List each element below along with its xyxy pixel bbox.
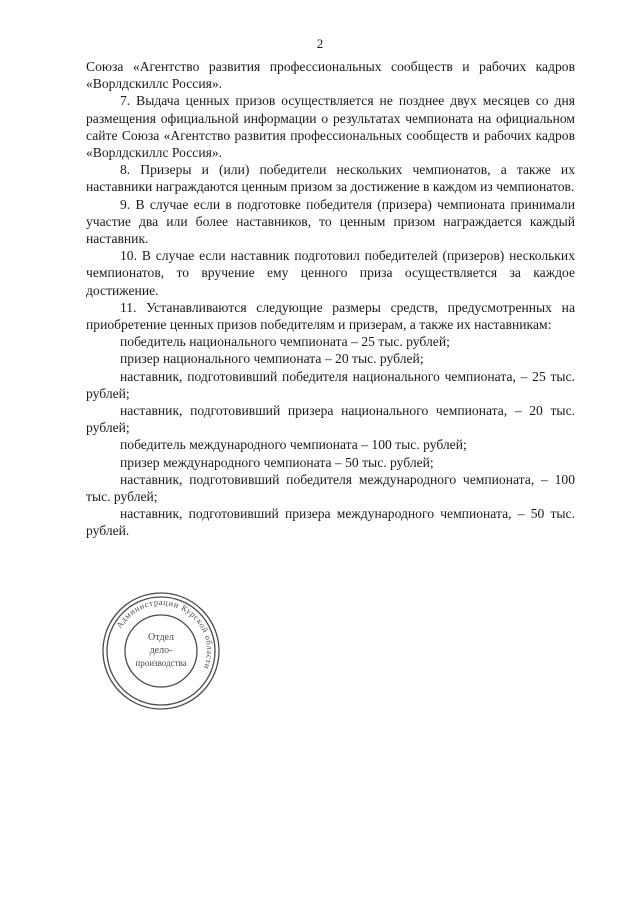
svg-text:Отдел: Отдел bbox=[148, 632, 174, 643]
prize-item-national-winner-mentor: наставник, подготовивший победителя национального чемпионата, – 25 тыс. рублей; bbox=[86, 368, 575, 401]
document-body bbox=[86, 58, 575, 540]
paragraph-10: 10. В случае если наставник подготовил победителей (призеров) нескольких чемпионатов, то вручение ему ценного приза осуществляется за каждое достижение. bbox=[86, 248, 575, 298]
paragraph-9: 9. В случае если в подготовке победителя (призера) чемпионата принимали участие два или более наставников, то ценным призом награждается каждый наставник. bbox=[86, 196, 575, 247]
svg-text:производства: производства bbox=[135, 658, 187, 668]
svg-text:Администрации Курской области: Администрации Курской области bbox=[113, 596, 216, 671]
svg-text:дело-: дело- bbox=[149, 645, 173, 656]
paragraph-7: 7. Выдача ценных призов осуществляется не позднее двух месяцев со дня размещения официальной информации о результатах чемпионата на официальном сайте Союза «Агентство развития профессиональных сообществ и рабочих кадров «Ворлдскиллс Россия». bbox=[86, 93, 575, 161]
official-stamp-icon bbox=[100, 590, 222, 712]
paragraph-continuation: Союза «Агентство развития профессиональных сообществ и рабочих кадров «Ворлдскиллс Россия». bbox=[86, 59, 575, 92]
paragraph-8: 8. Призеры и (или) победители нескольких чемпионатов, а также их наставники награждаются ценным призом за достижение в каждом из чемпионатов. bbox=[86, 162, 575, 195]
prize-item-national-prizewinner: призер национального чемпионата – 20 тыс. рублей; bbox=[120, 351, 424, 367]
prize-item-national-winner: победитель национального чемпионата – 25 тыс. рублей; bbox=[120, 334, 450, 350]
prize-item-international-winner-mentor: наставник, подготовивший победителя международного чемпионата, – 100 тыс. рублей; bbox=[86, 471, 575, 505]
prize-item-international-prizewinner-mentor: наставник, подготовивший призера международного чемпионата, – 50 тыс. рублей. bbox=[86, 506, 575, 539]
page-number: 2 bbox=[316, 36, 324, 51]
prize-item-national-prizewinner-mentor: наставник, подготовивший призера национального чемпионата, – 20 тыс. рублей; bbox=[86, 403, 575, 436]
prize-item-international-prizewinner: призер международного чемпионата – 50 тыс. рублей; bbox=[120, 454, 434, 470]
paragraph-11: 11. Устанавливаются следующие размеры средств, предусмотренных на приобретение ценных призов победителям и призерам, а также их наставникам: bbox=[86, 299, 575, 333]
prize-item-international-winner: победитель международного чемпионата – 100 тыс. рублей; bbox=[120, 437, 467, 453]
